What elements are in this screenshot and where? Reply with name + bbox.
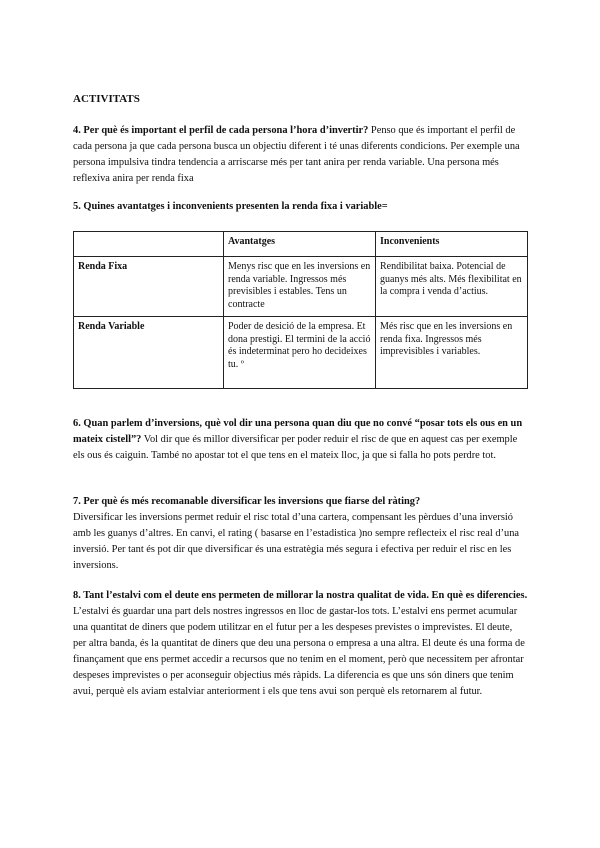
table-header-empty	[74, 232, 224, 257]
row-label-renda-fixa: Renda Fixa	[74, 257, 224, 317]
table-header-row	[74, 232, 528, 257]
question-8-block	[73, 588, 528, 700]
question-4-block	[73, 123, 528, 187]
question-6-block	[73, 416, 528, 464]
cell-renda-fixa-inconvenients: Rendibilitat baixa. Potencial de guanys més alts. Més flexibilitat en la compra i venda d’actius.	[376, 257, 528, 317]
cell-renda-variable-inconvenients: Més risc que en les inversions en renda fixa. Ingressos més imprevisibles i variables.	[376, 317, 528, 389]
table-header-inconvenients: Inconvenients	[376, 232, 528, 257]
answer-4-text: Penso que és important el perfil de cada persona ja que cada persona busca un objectiu diferent i té unas diferents condicions. Per exemple una persona impulsiva tindra tendencia a arriscarse més per tant anira per renda variable. Una persona més reflexiva anira per renda fixa	[73, 125, 520, 184]
question-6-text: 6. Quan parlem d’inversions, què vol dir una persona quan diu que no convé “posar tots els ous en un mateix cistell”?	[73, 418, 523, 445]
row-label-renda-variable: Renda Variable	[74, 317, 224, 389]
answer-6-text: Vol dir que és millor diversificar per poder reduir el risc de que en aquest cas per exemple els ous és caiguin. També no apostar tot el que tens en el mateix lloc, ja que si falla ho pots perdre tot.	[73, 434, 518, 461]
answer-7-text: Diversificar les inversions permet reduir el risc total d’una cartera, compensant les pèrdues d’una inversió amb les guanys d’altres. En canvi, el rating ( basarse en l’estadistica )no sempre reflecteix el risc real d’una inversió. Per tant és pot dir que diversificar és una estratègia més segura i efectiva per reduir el risc en les inversions.	[73, 512, 520, 571]
question-8-text: 8. Tant l’estalvi com el deute ens permeten de millorar la nostra qualitat de vida. En què es diferencies.	[73, 590, 528, 601]
advantages-table	[73, 231, 528, 389]
table-row	[74, 317, 528, 389]
table-row	[74, 257, 528, 317]
question-5-text: 5. Quines avantatges i inconvenients presenten la renda fixa i variable=	[73, 201, 388, 212]
answer-8-text: L’estalvi és guardar una part dels nostres ingressos en lloc de gastar-los tots. L’estalvi ens permet acumular una quantitat de diners que podem utilitzar en el futur per a les despeses previstes o imprevistes. El deute, per altra banda, és la quantitat de diners que deu una persona o empresa a una altra. El deute és una forma de finançament que ens permet accedir a recursos que no tenim en el moment, però que necessitem per afrontar despeses imprevistes o per aconseguir objectius més ràpids. La diferencia es que uns són diners que tenim avui, perquè els aviam estalviar anteriorment i els que tens avui son perquè els retornarem al futur.	[73, 606, 525, 697]
question-7-block	[73, 494, 528, 574]
cell-renda-fixa-avantatges: Menys risc que en les inversions en renda variable. Ingressos més previsibles i estables. Tens un contracte	[224, 257, 376, 317]
question-7-text: 7. Per què és més recomanable diversificar les inversions que fiarse del ràting?	[73, 496, 421, 507]
page-heading: ACTIVITATS	[73, 93, 140, 105]
question-4-text: 4. Per què és important el perfil de cada persona l’hora d’invertir?	[73, 125, 369, 136]
table-header-avantatges: Avantatges	[224, 232, 376, 257]
cell-renda-variable-avantatges: Poder de desició de la empresa. Et dona prestigi. El termini de la acció és indeterminat pero ho decideixes tu. º	[224, 317, 376, 389]
